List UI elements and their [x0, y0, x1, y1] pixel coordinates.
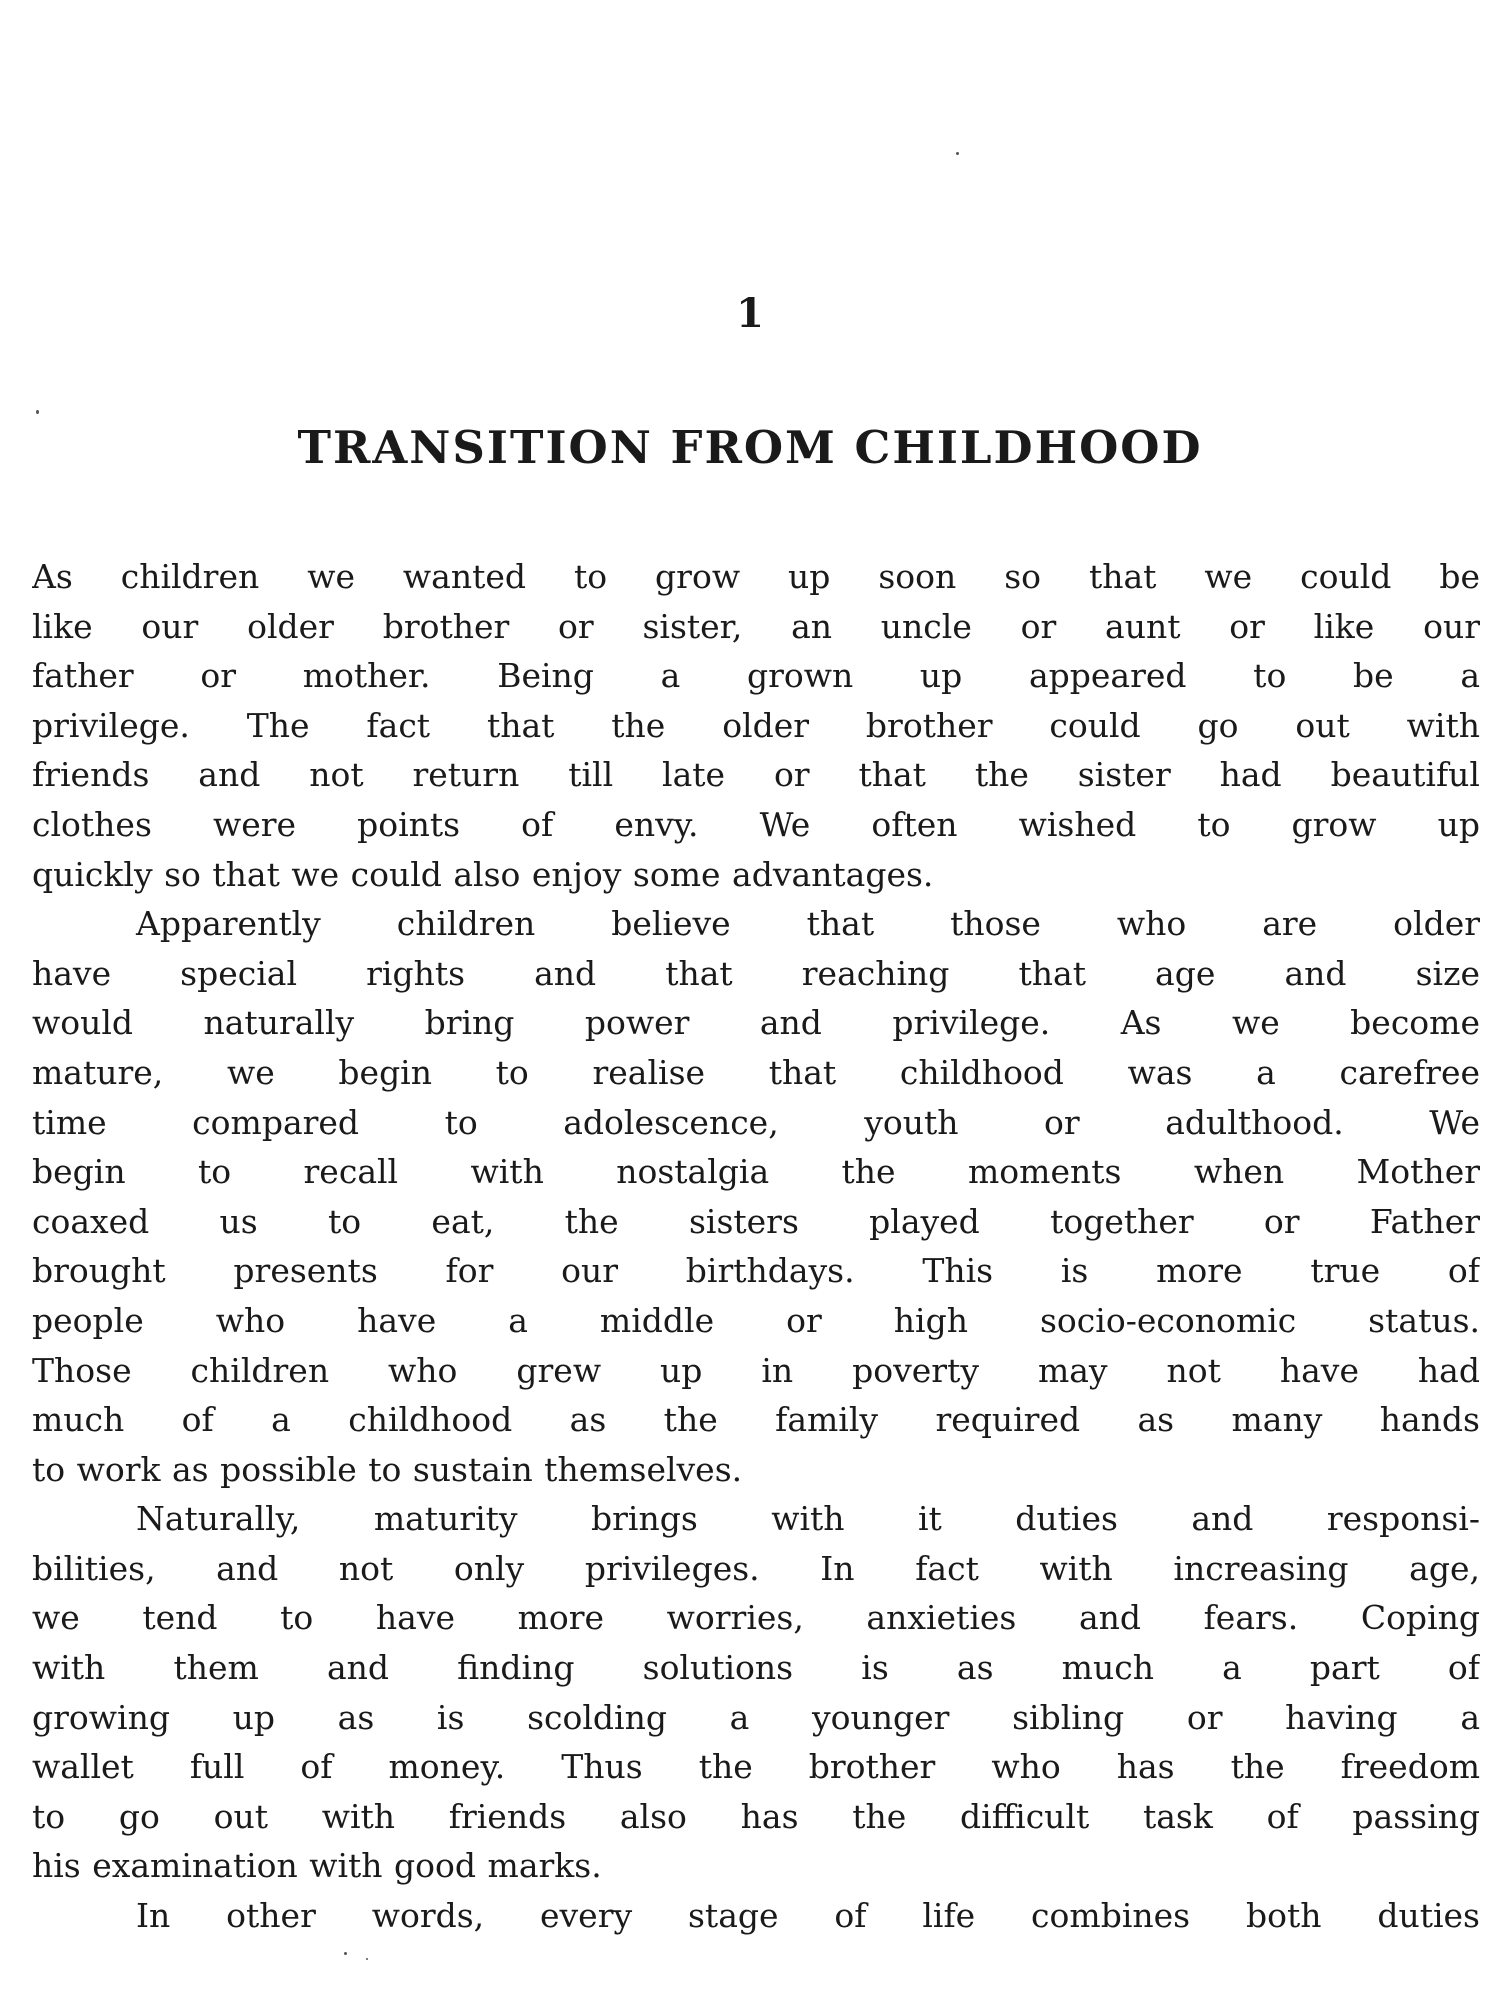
scan-speck: [956, 152, 959, 155]
text-line: time compared to adolescence, youth or adulthood. We: [32, 1102, 1480, 1142]
chapter-number: 1: [736, 290, 764, 337]
text-line: have special rights and that reaching that age and size: [32, 953, 1480, 993]
body-text: [32, 552, 1480, 1941]
text-line: much of a childhood as the family required as many hands: [32, 1400, 1480, 1440]
text-line: with them and finding solutions is as much a part of: [32, 1648, 1480, 1688]
text-line: like our older brother or sister, an uncle or aunt or like our: [32, 606, 1480, 646]
scan-speck: [366, 1958, 368, 1960]
text-line: As children we wanted to grow up soon so that we could be: [32, 557, 1480, 596]
text-line: would naturally bring power and privilege. As we become: [32, 1003, 1480, 1043]
text-line: growing up as is scolding a younger sibling or having a: [32, 1697, 1480, 1737]
text-line: his examination with good marks.: [32, 1846, 602, 1886]
text-line: mature, we begin to realise that childhood was a carefree: [32, 1052, 1480, 1092]
text-line: friends and not return till late or that the sister had beautiful: [32, 755, 1480, 795]
text-line: Those children who grew up in poverty may not have had: [32, 1350, 1480, 1390]
text-line: people who have a middle or high socio-economic status.: [32, 1300, 1480, 1340]
scan-speck: [344, 1952, 347, 1955]
text-line: begin to recall with nostalgia the moments when Mother: [32, 1152, 1480, 1192]
text-line: clothes were points of envy. We often wished to grow up: [32, 804, 1480, 844]
text-line: Apparently children believe that those who are older: [136, 904, 1480, 944]
text-line: privilege. The fact that the older brother could go out with: [32, 705, 1480, 745]
text-line: Naturally, maturity brings with it duties and responsi-: [136, 1499, 1480, 1539]
text-line: bilities, and not only privileges. In fact with increasing age,: [32, 1548, 1480, 1588]
text-line: wallet full of money. Thus the brother who has the freedom: [32, 1747, 1480, 1787]
text-line: coaxed us to eat, the sisters played together or Father: [32, 1201, 1480, 1241]
text-line: quickly so that we could also enjoy some advantages.: [32, 854, 934, 894]
text-line: In other words, every stage of life combines both duties: [136, 1896, 1480, 1936]
chapter-title: TRANSITION FROM CHILDHOOD: [297, 421, 1203, 474]
text-line: father or mother. Being a grown up appeared to be a: [32, 656, 1480, 696]
text-line: to go out with friends also has the difficult task of passing: [32, 1796, 1480, 1836]
text-line: brought presents for our birthdays. This is more true of: [32, 1251, 1480, 1291]
scan-speck: [36, 410, 39, 414]
text-line: we tend to have more worries, anxieties and fears. Coping: [32, 1598, 1480, 1638]
text-line: to work as possible to sustain themselves.: [32, 1449, 743, 1489]
